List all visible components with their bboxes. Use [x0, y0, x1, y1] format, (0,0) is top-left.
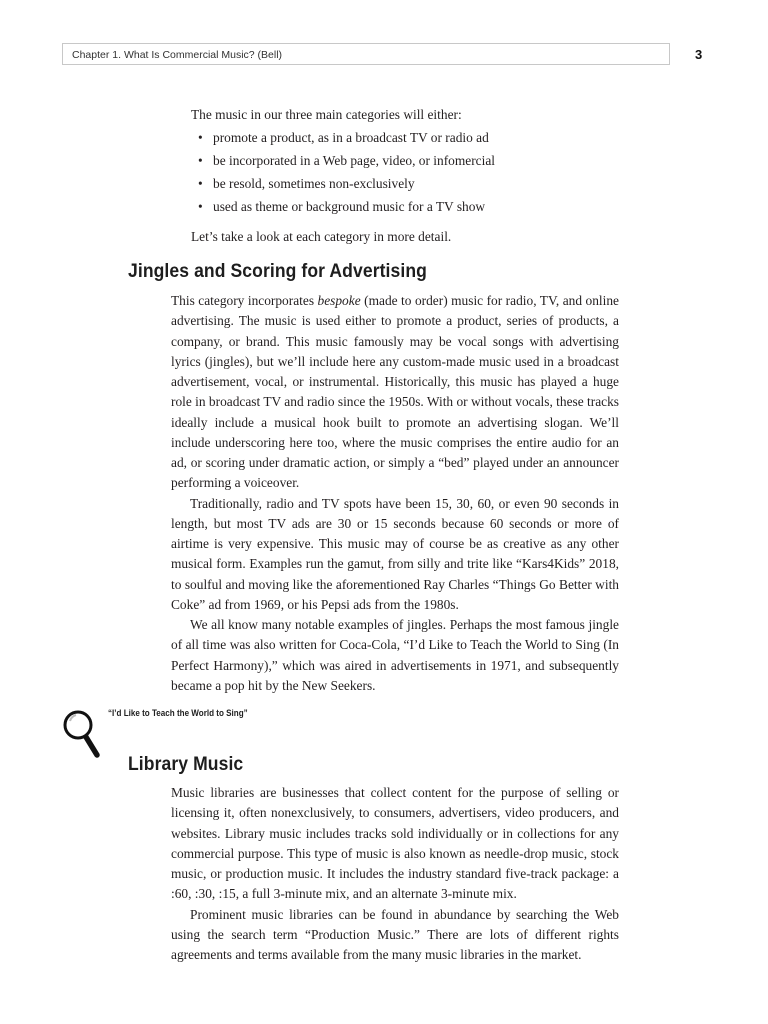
running-head [62, 43, 670, 65]
intro-closing: Let’s take a look at each category in more detail. [191, 229, 452, 244]
paragraph-text: (made to order) music for radio, TV, and online advertising. The music is used either to promote a product, series of products, a company, or brand. This music famously may be vocal songs with advertising lyrics (jingles), but we’ll include here any custom-made music used in a broadcast advertisement, vocal, or instrumental. Historically, this music has played a huge role in broadcast TV and radio since the 1950s. With or without vocals, these tracks ideally include a musical hook built to promote an advertising slogan. We’ll include underscoring here too, where the music comprises the entire audio for an ad, or scoring under dramatic action, or simply a “bed” played under an announcer performing a voiceover. [171, 293, 619, 491]
paragraph: Music libraries are businesses that collect content for the purpose of selling or licensing it, often nonexclusively, to consumers, advertisers, video producers, and websites. Library music includes tracks sold individually or in collections for any commercial purpose. This type of music is also known as needle-drop music, stock music, or production music. It includes the industry standard five-track package: a :60, :30, :15, a full 3-minute mix, and an alternate 3-minute mix. [171, 785, 619, 902]
list-item: • promote a product, as in a broadcast TV or radio ad [191, 126, 621, 149]
section-heading-library: Library Music [128, 753, 244, 775]
emphasis-text: bespoke [317, 293, 361, 308]
library-section-body [171, 783, 619, 965]
section-heading-jingles: Jingles and Scoring for Advertising [128, 260, 427, 282]
intro-block [191, 103, 621, 248]
list-item: • be resold, sometimes non-exclusively [191, 172, 621, 195]
page-number: 3 [695, 47, 703, 62]
list-item: • be incorporated in a Web page, video, or infomercial [191, 149, 621, 172]
magnifier-icon [62, 707, 104, 761]
paragraph [171, 291, 619, 494]
intro-lead: The music in our three main categories will either: [191, 107, 462, 122]
category-list [191, 126, 621, 218]
callout-label: “I’d Like to Teach the World to Sing” [108, 708, 248, 719]
paragraph-text: This category incorporates [171, 293, 318, 308]
paragraph: We all know many notable examples of jingles. Perhaps the most famous jingle of all time was also written for Coca-Cola, “I’d Like to Teach the World to Sing (In Perfect Harmony),” which was aired in advertisements in 1971, and subsequently became a pop hit by the New Seekers. [171, 617, 619, 693]
running-head-text: Chapter 1. What Is Commercial Music? (Bell) [72, 49, 283, 61]
list-item: • used as theme or background music for a TV show [191, 195, 621, 218]
paragraph: Traditionally, radio and TV spots have been 15, 30, 60, or even 90 seconds in length, but most TV ads are 30 or 15 seconds because 60 seconds or more of airtime is very expensive. This music may of course be as creative as any other musical form. Examples run the gamut, from silly and trite like “Kars4Kids” 2018, to soulful and moving like the aforementioned Ray Charles “Things Go Better with Coke” ad from 1969, or his Pepsi ads from the 1980s. [171, 495, 619, 612]
paragraph: Prominent music libraries can be found in abundance by searching the Web using the search term “Production Music.” There are lots of different rights agreements and terms available from the many music libraries in the market. [171, 906, 619, 962]
jingles-section-body [171, 291, 619, 696]
